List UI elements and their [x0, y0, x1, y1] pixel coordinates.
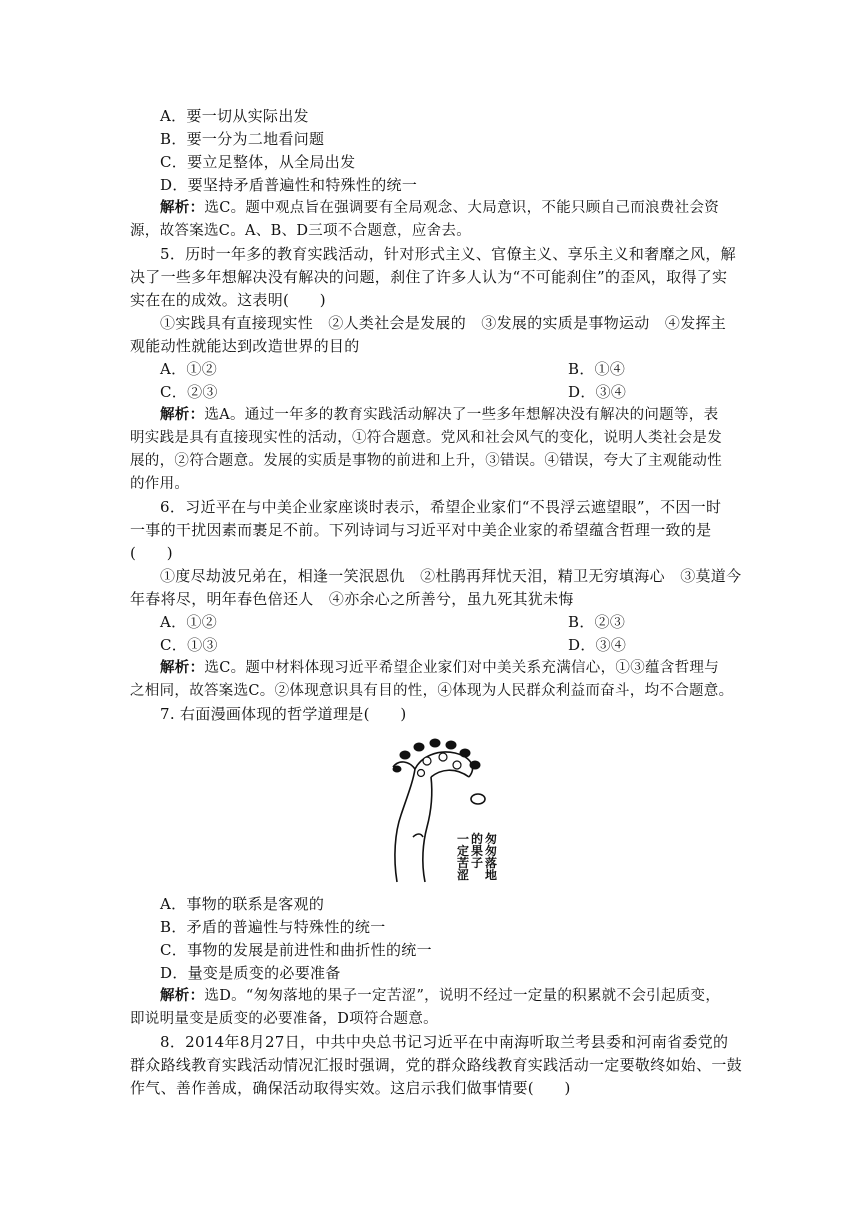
q7-analysis-line: 即说明量变是质变的必要准备，D项符合题意。 [130, 1011, 438, 1027]
q6-statement-line: 年春将尽，明年春色倍还人 ④亦余心之所善兮，虽九死其犹未悔 [130, 590, 574, 608]
analysis-label: 解析： [160, 406, 205, 423]
q6-option-d: D．③④ [568, 636, 627, 654]
q5-statement-line: ①实践具有直接现实性 ②人类社会是发展的 ③发展的实质是事物运动 ④发挥主 [160, 314, 727, 332]
q6-option-a: A．①② [160, 613, 218, 631]
q6-statement-line: ①度尽劫波兄弟在，相逢一笑泯恩仇 ②杜鹃再拜忧天泪，精卫无穷填海心 ③莫道今 [160, 567, 742, 585]
q4-option-c: C．要立足整体，从全局出发 [160, 153, 356, 171]
q5-option-b: B．①④ [568, 360, 626, 378]
q5-option-row [160, 358, 730, 380]
analysis-text: 选A。通过一年多的教育实践活动解决了一些多年想解决没有解决的问题等，表 [204, 407, 719, 423]
q5-stem-line: 5．历时一年多的教育实践活动，针对形式主义、官僚主义、享乐主义和奢靡之风，解 [160, 245, 736, 263]
q5-option-row [160, 381, 730, 403]
q5-analysis-line: 明实践是具有直接现实性的活动，①符合题意。党风和社会风气的变化，说明人类社会是发 [130, 430, 722, 446]
q8-stem-line: 作气、善作善成，确保活动取得实效。这启示我们做事情要( ) [130, 1079, 571, 1097]
q6-stem-line: 一事的干扰因素而裹足不前。下列诗词与习近平对中美企业家的希望蕴含哲理一致的是 [130, 521, 712, 539]
q6-stem-line: 6．习近平在与中美企业家座谈时表示，希望企业家们“不畏浮云遮望眼”，不因一时 [160, 498, 722, 516]
cartoon-caption-col3: 一定苦涩 [457, 832, 470, 882]
q5-stem-line: 决了一些多年想解决没有解决的问题，刹住了许多人认为“不可能刹住”的歪风，取得了实 [130, 268, 728, 286]
q4-analysis-line [160, 197, 730, 219]
trunk-knot [413, 834, 423, 837]
trunk-right [423, 777, 432, 882]
q7-option-d: D．量变是质变的必要准备 [160, 964, 341, 982]
q6-stem-line: ( ) [130, 544, 173, 562]
q6-option-row [160, 611, 730, 633]
q5-option-c: C．②③ [160, 383, 218, 401]
q7-option-a: A．事物的联系是客观的 [160, 895, 325, 913]
q6-option-row [160, 634, 730, 656]
cartoon-caption-col2: 的果子 [471, 832, 484, 870]
q5-option-d: D．③④ [568, 383, 627, 401]
analysis-text: 选C。题中观点旨在强调要有全局观念、大局意识，不能只顾自己而浪费社会资 [204, 200, 719, 216]
canopy-lower [431, 770, 469, 777]
q6-option-c: C．①③ [160, 636, 218, 654]
analysis-text: 选C。题中材料体现习近平希望企业家们对中美关系充满信心，①③蕴含哲理与 [204, 660, 719, 676]
fallen-fruit-icon [471, 794, 485, 804]
trunk-left [395, 769, 415, 882]
analysis-label: 解析： [160, 199, 205, 216]
q6-analysis-line [160, 657, 730, 679]
analysis-label: 解析： [160, 987, 205, 1004]
cartoon-caption-col1: 匆匆落地 [485, 832, 498, 882]
q4-option-a: A．要一切从实际出发 [160, 107, 309, 125]
analysis-text: 选D。“匆匆落地的果子一定苦涩”，说明不经过一定量的积累就不会引起质变， [204, 988, 721, 1004]
q7-option-b: B．矛盾的普遍性与特殊性的统一 [160, 918, 386, 936]
q5-analysis-line: 展的，②符合题意。发展的实质是事物的前进和上升，③错误。④错误，夸大了主观能动性 [130, 453, 722, 469]
q6-analysis-line: 之相同，故答案选C。②体现意识具有目的性，④体现为人民群众利益而奋斗，均不合题意。 [130, 683, 734, 699]
analysis-label: 解析： [160, 659, 205, 676]
q4-analysis-line: 源，故答案选C。A、B、D三项不合题意，应舍去。 [130, 223, 472, 239]
cartoon-tree-illustration [385, 737, 500, 885]
q7-analysis-line [160, 985, 730, 1007]
q5-analysis-line: 的作用。 [130, 476, 190, 492]
q5-stem-line: 实在在的成效。这表明( ) [130, 291, 326, 309]
q8-stem-line: 8．2014年8月27日，中共中央总书记习近平在中南海听取兰考县委和河南省委党的 [160, 1033, 729, 1051]
q5-option-a: A．①② [160, 360, 218, 378]
q4-option-b: B．要一分为二地看问题 [160, 130, 325, 148]
q7-option-c: C．事物的发展是前进性和曲折性的统一 [160, 941, 432, 959]
q8-stem-line: 群众路线教育实践活动情况汇报时强调，党的群众路线教育实践活动一定要敬终如始、一鼓 [130, 1056, 743, 1074]
q5-statement-line: 观能动性就能达到改造世界的目的 [130, 337, 360, 355]
q4-option-d: D．要坚持矛盾普遍性和特殊性的统一 [160, 176, 418, 194]
q5-analysis-line [160, 404, 730, 426]
q7-stem: 7. 右面漫画体现的哲学道理是( ) [160, 705, 407, 723]
q6-option-b: B．②③ [568, 613, 626, 631]
